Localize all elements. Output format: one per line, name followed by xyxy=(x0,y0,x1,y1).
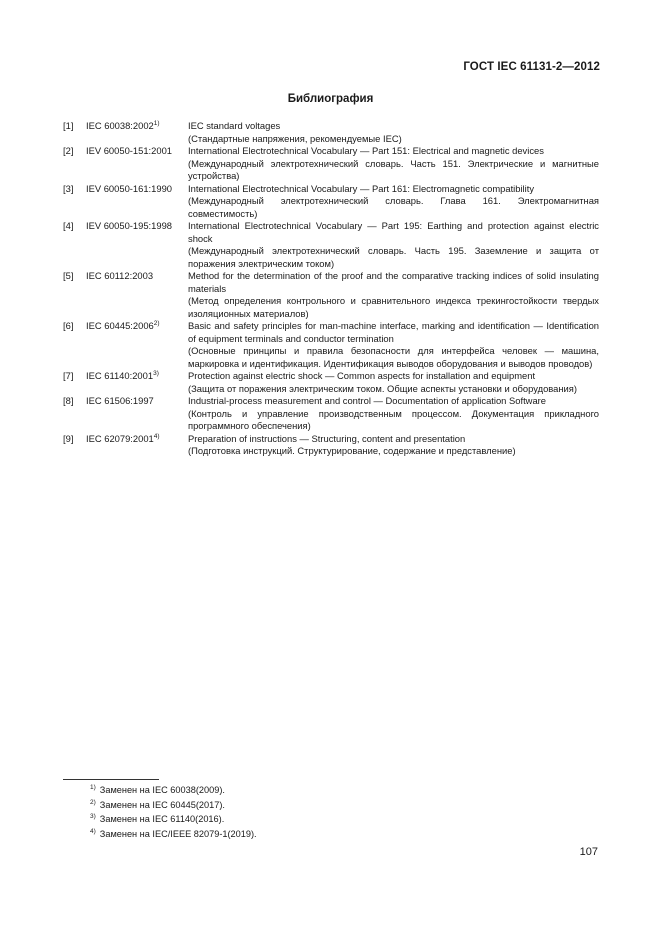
entry-title-ru: (Стандартные напряжения, рекомендуемые IEC) xyxy=(188,132,402,144)
section-title: Библиография xyxy=(287,93,374,105)
entry-description xyxy=(188,270,599,320)
entry-description xyxy=(188,220,599,270)
entry-title-en: Protection against electric shock — Common aspects for installation and equipment xyxy=(188,370,536,381)
entry-code: IEC 60038:2002$^{1)}$ xyxy=(86,120,160,131)
entry-title-en: International Electrotechnical Vocabulary — Part 151: Electrical and magnetic devices xyxy=(188,145,544,156)
footnote-text: Заменен на IEC 61140(2016). xyxy=(99,814,225,824)
entry-number: [4] xyxy=(63,220,74,231)
entry-title-en: Industrial-process measurement and control — Documentation of application Software xyxy=(188,395,546,406)
entry-code: IEV 60050-151:2001 xyxy=(86,145,173,156)
entry-title-ru: (Основные принципы и правила безопасности для интерфейса человек — машина, маркировка и идентификация. Идентификация выводов оборудования и выводов проводов) xyxy=(188,345,599,369)
entry-number: [7] xyxy=(63,370,74,381)
entry-title-en: IEC standard voltages xyxy=(188,120,281,131)
bibliography-entry xyxy=(63,145,599,183)
entry-description xyxy=(188,120,599,145)
footnote-ref: 2) xyxy=(153,320,160,327)
entry-title-ru: (Международный электротехнический словарь. Часть 151. Электрические и магнитные устройства) xyxy=(188,157,599,181)
entry-code: IEC 60445:2006$^{2)}$ xyxy=(86,320,160,331)
entry-code: IEC 62079:2001$^{4)}$ xyxy=(86,432,160,444)
entry-code: IEV 60050-195:1998 xyxy=(86,220,173,231)
entry-number: [2] xyxy=(63,145,74,156)
footnote-text: Заменен на IEC 60038(2009). xyxy=(99,785,225,795)
entry-number: [3] xyxy=(63,182,74,194)
footnote-text: Заменен на IEC 60445(2017). xyxy=(99,799,225,810)
bibliography-entry xyxy=(63,370,599,395)
bibliography-list xyxy=(63,120,599,458)
footnote-text: Заменен на IEC/IEEE 82079-1(2019). xyxy=(99,828,257,839)
footnote-ref: 3) xyxy=(153,370,159,377)
entry-code: IEC 60112:2003 xyxy=(86,270,154,281)
footnote-mark: 2) xyxy=(90,798,96,806)
entry-description xyxy=(188,145,599,183)
entry-title-en: Basic and safety principles for man-machine interface, marking and identification — Identification of equipment terminals and conductor termination xyxy=(188,320,599,344)
entry-title-ru: (Защита от поражения электрическим током. Общие аспекты установки и оборудования) xyxy=(188,382,577,394)
footnote-divider xyxy=(63,779,159,780)
footnotes xyxy=(90,783,590,841)
entry-number: [1] xyxy=(63,120,74,131)
entry-title-en: Method for the determination of the proof and the comparative tracking indices of solid insulating materials xyxy=(188,270,599,294)
entry-description xyxy=(188,320,599,370)
entry-title-ru: (Подготовка инструкций. Структурирование, содержание и представление) xyxy=(188,445,516,456)
footnote-ref: 4) xyxy=(153,432,160,440)
bibliography-entry xyxy=(63,120,599,145)
page-number: 107 xyxy=(579,846,598,858)
bibliography-entry xyxy=(63,270,599,320)
footnote-mark: 3) xyxy=(90,813,96,820)
entry-code: IEC 61140:2001$^{3)}$ xyxy=(86,370,159,381)
entry-number: [9] xyxy=(63,432,74,444)
entry-description xyxy=(188,433,599,458)
entry-description xyxy=(188,395,599,433)
document-header: ГОСТ IEC 61131-2—2012 xyxy=(463,61,600,73)
footnote xyxy=(90,783,590,798)
entry-number: [6] xyxy=(63,320,74,331)
bibliography-entry xyxy=(63,433,599,458)
entry-number: [8] xyxy=(63,395,74,406)
entry-code: IEV 60050-161:1990 xyxy=(86,182,173,194)
entry-code: IEC 61506:1997 xyxy=(86,395,154,406)
entry-number: [5] xyxy=(63,270,74,281)
bibliography-entry xyxy=(63,320,599,370)
entry-title-ru: (Международный электротехнический словарь. Глава 161. Электромагнитная совместимость) xyxy=(188,195,599,219)
entry-title-ru: (Контроль и управление производственным процессом. Документация прикладного программного обеспечения) xyxy=(188,407,599,431)
entry-title-ru: (Метод определения контрольного и сравнительного индекса трекингостойкости твердых изоляционных материалов) xyxy=(188,295,599,319)
entry-description xyxy=(188,370,599,395)
footnote xyxy=(90,827,590,842)
footnote-mark: 1) xyxy=(90,784,96,791)
footnote xyxy=(90,798,590,813)
bibliography-entry xyxy=(63,183,599,221)
entry-title-en: Preparation of instructions — Structuring, content and presentation xyxy=(188,432,466,444)
entry-description xyxy=(188,183,599,221)
footnote-mark: 4) xyxy=(90,827,96,835)
footnote xyxy=(90,812,590,827)
bibliography-entry xyxy=(63,395,599,433)
entry-title-ru: (Международный электротехнический словарь. Часть 195. Заземление и защита от поражения электрическим током) xyxy=(188,245,599,269)
entry-title-en: International Electrotechnical Vocabulary — Part 161: Electromagnetic compatibility xyxy=(188,182,535,194)
footnote-ref: 1) xyxy=(153,120,160,127)
entry-title-en: International Electrotechnical Vocabulary — Part 195: Earthing and protection against electric shock xyxy=(188,220,599,244)
bibliography-entry xyxy=(63,220,599,270)
